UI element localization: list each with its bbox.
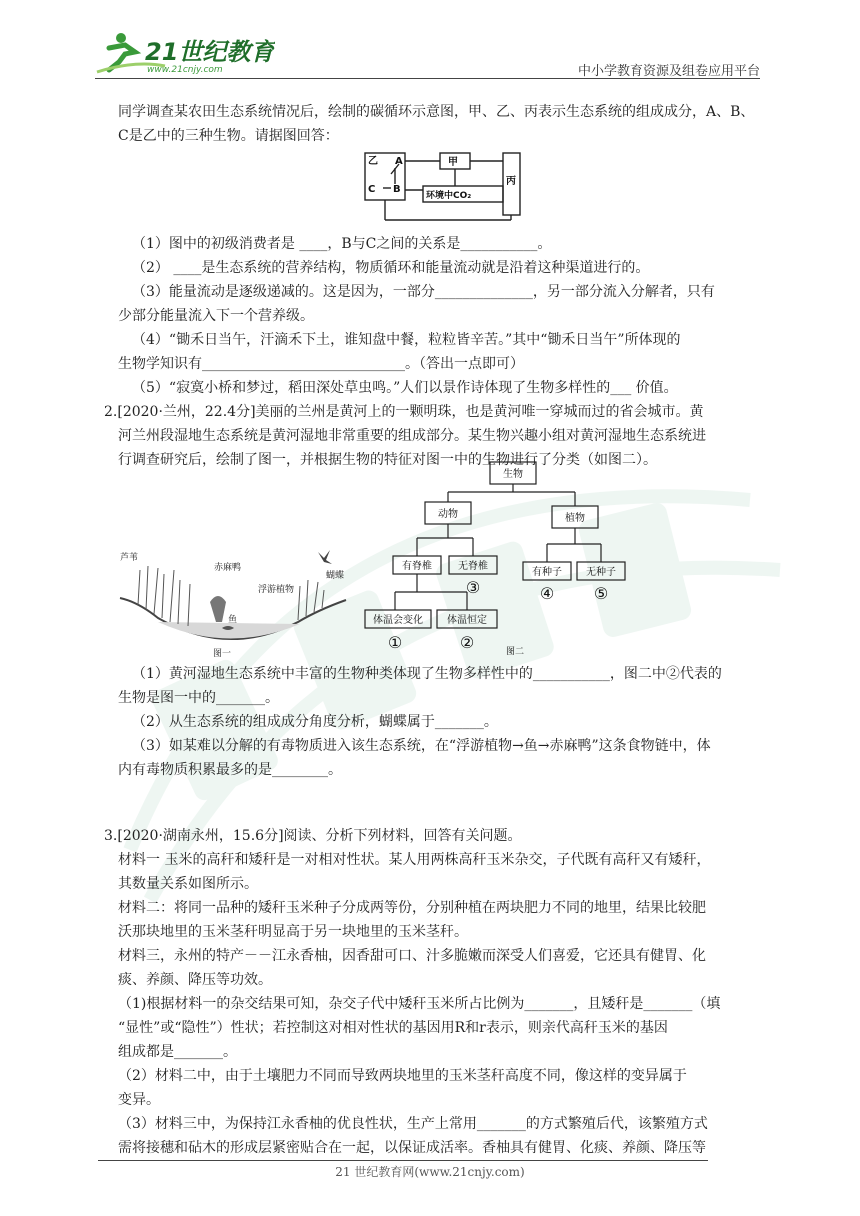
runner-logo-icon bbox=[95, 30, 275, 76]
fig2-node-vertebrate: 有脊椎 bbox=[402, 561, 432, 572]
q2-stem-line2: 河兰州段湿地生态系统是黄河湿地非常重要的组成部分。某生物兴趣小组对黄河湿地生态系统进 bbox=[118, 428, 706, 444]
fig1-label-duck: 赤麻鸭 bbox=[214, 563, 242, 573]
q3-material3-line2: 痰、养颜、降压等功效。 bbox=[118, 972, 272, 988]
q1-sub2: （2） ____是生态系统的营养结构，物质循环和能量流动就是沿着这种渠道进行的。 bbox=[132, 260, 650, 276]
page-footer: 21 世纪教育网(www.21cnjy.com) bbox=[335, 1165, 525, 1179]
carbon-cycle-diagram bbox=[355, 150, 525, 228]
q3-material2-line2: 沃那块地里的玉米茎秆明显高于另一块地里的玉米茎秆。 bbox=[118, 924, 468, 940]
diagram-label-c: C bbox=[368, 184, 376, 195]
q2-stem-line3: 行调查研究后，绘制了图一，并根据生物的特征对图一中的生物进行了分类（如图二）。 bbox=[118, 452, 657, 468]
q2-sub1-line1: （1）黄河湿地生态系统中丰富的生物种类体现了生物多样性中的___________，图二中②代表的 bbox=[132, 666, 722, 682]
diagram-label-yi: 乙 bbox=[368, 156, 378, 167]
q3-sub2-line1: （2）材料二中，由于土壤肥力不同而导致两块地里的玉米茎秆高度不同，像这样的变异属于 bbox=[118, 1068, 687, 1084]
diagram-label-env: 环境中CO₂ bbox=[426, 191, 472, 201]
logo-text: 21世纪教育 bbox=[145, 38, 275, 66]
fig2-node-animal: 动物 bbox=[438, 509, 458, 520]
q2-sub3-line2: 内有毒物质积累最多的是________。 bbox=[118, 762, 342, 778]
q1-sub5: （5）“寂寞小桥和梦过，稻田深处草虫鸣。”人们以景作诗体现了生物多样性的___ 价值。 bbox=[132, 380, 678, 396]
fig1-label-butterfly: 蝴蝶 bbox=[326, 571, 345, 581]
figure-two-classification bbox=[355, 458, 645, 658]
fig2-node-temp-constant: 体温恒定 bbox=[447, 615, 487, 626]
q3-stem: 3.[2020·湖南永州，15.6分]阅读、分析下列材料，回答有关问题。 bbox=[104, 828, 522, 844]
fig1-label-plant: 浮游植物 bbox=[258, 585, 295, 595]
q3-sub1-line3: 组成都是_______。 bbox=[118, 1044, 237, 1060]
diagram-label-a: A bbox=[395, 156, 403, 167]
fig2-number-1: ① bbox=[387, 633, 403, 652]
q2-sub1-line2: 生物是图一中的_______。 bbox=[118, 690, 279, 706]
diagram-label-b: B bbox=[393, 184, 401, 195]
fig2-node-noseed: 无种子 bbox=[586, 567, 616, 578]
fig2-caption: 图二 bbox=[505, 647, 525, 657]
q3-material1-line2: 其数量关系如图所示。 bbox=[118, 876, 258, 892]
footer-divider bbox=[98, 1160, 708, 1161]
figure-one-wetland bbox=[118, 540, 348, 660]
fig2-number-5: ⑤ bbox=[593, 584, 609, 603]
fig2-node-root: 生物 bbox=[503, 469, 523, 480]
q3-material3-line1: 材料三，永州的特产－－江永香柚，因香甜可口、汁多脆嫩而深受人们喜爱，它还具有健胃、化 bbox=[118, 948, 706, 964]
header-platform-name: 中小学教育资源及组卷应用平台 bbox=[577, 64, 760, 79]
q2-stem-line1: 2.[2020·兰州，22.4分]美丽的兰州是黄河上的一颗明珠，也是黄河唯一穿城而过的省会城市。黄 bbox=[104, 404, 704, 420]
header-divider bbox=[95, 78, 760, 79]
fig1-label-fish: 鱼 bbox=[228, 615, 238, 625]
q3-sub1-line2: “显性”或“隐性”）性状；若控制这对相对性状的基因用R和r表示，则亲代高秆玉米的基因 bbox=[118, 1020, 668, 1036]
diagram-label-jia: 甲 bbox=[448, 157, 458, 168]
fig1-caption: 图一 bbox=[213, 649, 232, 659]
q2-sub2: （2）从生态系统的组成成分角度分析，蝴蝶属于_______。 bbox=[132, 714, 498, 730]
fig2-node-plant: 植物 bbox=[565, 513, 585, 524]
fig2-node-invertebrate: 无脊椎 bbox=[458, 561, 488, 572]
fig2-node-seed: 有种子 bbox=[532, 567, 562, 578]
fig2-node-temp-variable: 体温会变化 bbox=[373, 615, 423, 626]
q3-sub1-line1: （1)根据材料一的杂交结果可知，杂交子代中矮秆玉米所占比例为_______，且矮秆是_______（填 bbox=[118, 996, 721, 1012]
q1-sub1: （1）图中的初级消费者是 ____，B与C之间的关系是___________。 bbox=[132, 236, 552, 252]
q1-intro: 同学调查某农田生态系统情况后，绘制的碳循环示意图，甲、乙、丙表示生态系统的组成成分，A、B、C是乙中的三种生物。请据图回答： bbox=[118, 104, 755, 144]
fig2-number-3: ③ bbox=[465, 578, 481, 597]
page-header bbox=[95, 30, 760, 78]
fig2-number-2: ② bbox=[459, 633, 475, 652]
fig1-label-reed: 芦苇 bbox=[120, 553, 139, 563]
logo-url: www.21cnjy.com bbox=[147, 65, 223, 75]
site-logo bbox=[95, 30, 275, 76]
q1-sub3-line1: （3）能量流动是逐级递减的。这是因为，一部分______________，另一部分流入分解者，只有 bbox=[132, 284, 715, 300]
q1-sub3-line2: 少部分能量流入下一个营养级。 bbox=[118, 308, 314, 324]
q3-material1-line1: 材料一 玉米的高秆和矮秆是一对相对性状。某人用两株高秆玉米杂交，子代既有高秆又有矮秆， bbox=[118, 852, 711, 868]
q2-sub3-line1: （3）如某难以分解的有毒物质进入该生态系统，在“浮游植物→鱼→赤麻鸭”这条食物链中，体 bbox=[132, 738, 711, 754]
q1-sub4-line1: （4）“锄禾日当午，汗滴禾下土，谁知盘中餐，粒粒皆辛苦。”其中“锄禾日当午”所体现的 bbox=[132, 332, 681, 348]
q3-material2-line1: 材料二：将同一品种的矮秆玉米种子分成两等份，分别种植在两块肥力不同的地里，结果比较肥 bbox=[118, 900, 706, 916]
diagram-label-bing: 丙 bbox=[506, 176, 516, 187]
q3-sub2-line2: 变异。 bbox=[118, 1092, 160, 1108]
q3-sub3-line1: （3）材料三中，为保持江永香柚的优良性状，生产上常用_______的方式繁殖后代，该繁殖方式 bbox=[118, 1116, 708, 1132]
q3-sub3-line2: 需将接穗和砧木的形成层紧密贴合在一起，以保证成活率。香柚具有健胃、化痰、养颜、降压等 bbox=[118, 1140, 706, 1156]
q1-sub4-line2: 生物学知识有_____________________________。（答出一点即可） bbox=[118, 356, 524, 372]
fig2-number-4: ④ bbox=[539, 584, 555, 603]
